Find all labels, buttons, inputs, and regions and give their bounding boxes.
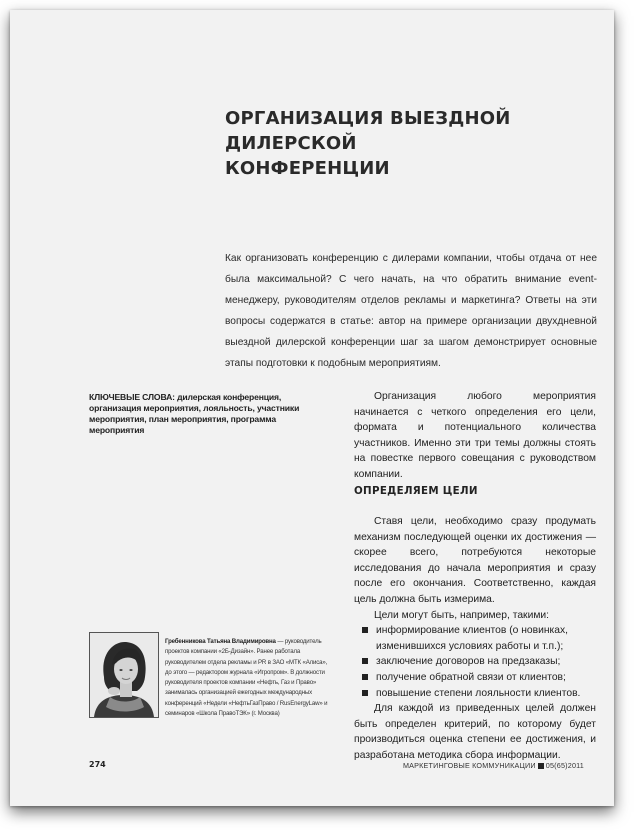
author-photo [89, 632, 159, 718]
bullet-square-icon [362, 674, 368, 680]
author-description: — руководитель проектов компании «2Б-Дизайн». Ранее работала руководителем отдела рекламы и PR в ЗАО «МТК «Алиса», до этого — редактором журнала «Игропром». В должности руководителя проектов компании «Нефть, Газ и Право» занималась организацией ежегодных международных конференций «Недели «НефтьГазПраво / RusEnergyLaw» и семинаров «Школа ПравоТЭК» (г. Москва) [165, 638, 328, 718]
article-title-line-2: КОНФЕРЕНЦИИ [225, 158, 390, 179]
bullet-square-icon [362, 658, 368, 664]
issue-number: 05(65)2011 [545, 761, 584, 770]
bullet-text: заключение договоров на предзаказы; [376, 656, 561, 668]
author-name: Гребенникова Татьяна Владимировна [165, 638, 276, 645]
keywords: КЛЮЧЕВЫЕ СЛОВА: дилерская конференция, организация мероприятия, лояльность, участники мероприятия, план мероприятия, программа мероприятия [89, 392, 300, 435]
article-lead: Как организовать конференцию с дилерами компании, чтобы отдача от нее была максимальной? С чего начать, на что обратить внимание event-менеджеру, руководителям отделов рекламы и маркетинга? Ответы на эти вопросы содержатся в статье: автор на примере организации двухдневной выездной дилерской конференции шаг за шагом демонстрирует основные этапы подготовки к подобным мероприятиям. [225, 253, 597, 369]
bullet-square-icon [362, 627, 368, 633]
bullet-item [354, 686, 596, 702]
author-bio [165, 637, 329, 719]
article-title-line-1: ОРГАНИЗАЦИЯ ВЫЕЗДНОЙ ДИЛЕРСКОЙ [225, 108, 511, 154]
intro-paragraph: Организация любого мероприятия начинается с четкого определения его цели, формата и потенциального количества участников. Именно эти три темы должны стоять на повестке первого совещания с руководством компании. [354, 391, 596, 480]
author-portrait-image [90, 633, 158, 717]
footer-journal [403, 761, 584, 770]
bullet-text: информирование клиентов (о новинках, изменившихся условиях работы и т.п.); [376, 625, 569, 652]
page-number: 274 [89, 760, 106, 769]
journal-name: МАРКЕТИНГОВЫЕ КОММУНИКАЦИИ [403, 761, 536, 770]
bullet-item [354, 623, 596, 654]
bullet-item [354, 654, 596, 670]
bullet-item [354, 670, 596, 686]
body-paragraph-3: Для каждой из приведенных целей должен быть определен критерий, по которому будет производиться оценка степени ее достижения, и разработана методика сбора информации. [354, 703, 596, 761]
body-paragraph-1: Ставя цели, необходимо сразу продумать механизм последующей оценки их достижения — скорее всего, потребуются некоторые исследования до начала мероприятия и сразу после его окончания. Соответственно, каждая цель должна быть измерима. [354, 516, 596, 605]
bullet-square-icon [362, 690, 368, 696]
bullet-text: повышение степени лояльности клиентов. [376, 687, 581, 699]
body-column [354, 514, 596, 764]
article-title [225, 106, 595, 181]
intro-column [354, 389, 596, 483]
separator-square-icon [538, 763, 544, 769]
bullet-text: получение обратной связи от клиентов; [376, 671, 566, 683]
magazine-page [10, 10, 614, 806]
section-heading: ОПРЕДЕЛЯЕМ ЦЕЛИ [354, 485, 478, 497]
body-paragraph-2: Цели могут быть, например, такими: [374, 609, 550, 621]
